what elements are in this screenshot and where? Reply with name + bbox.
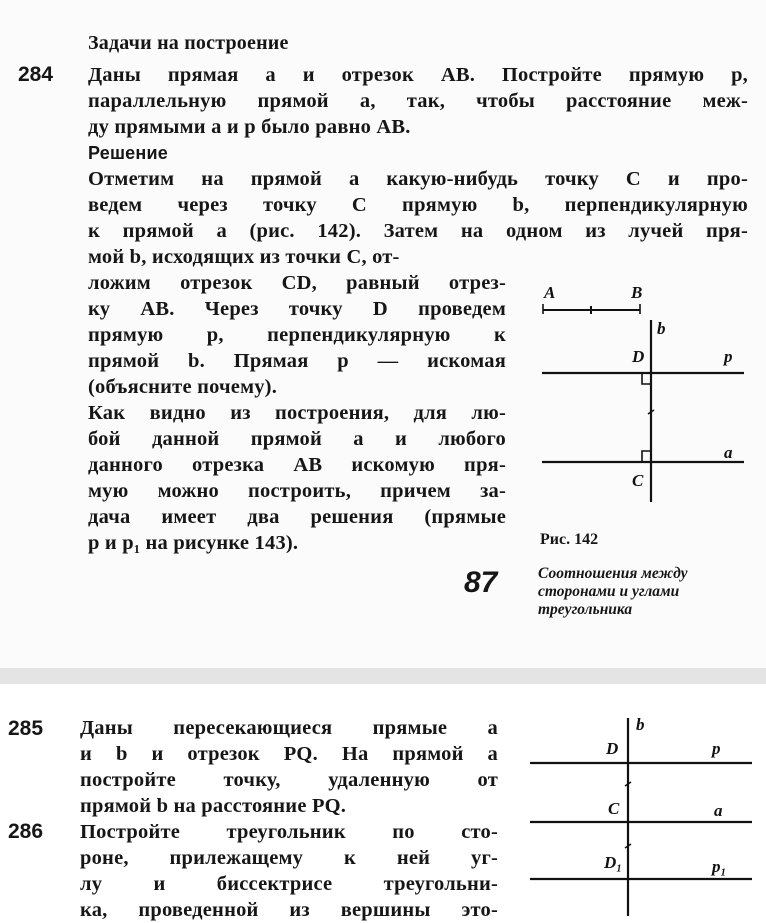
solution-line-2: ведем через точку C прямую b, перпендикулярную bbox=[88, 194, 748, 216]
solution-line-12: данного отрезка AB искомую пря- bbox=[88, 454, 506, 476]
right-angle-D bbox=[642, 373, 651, 384]
problem-284-number: 284 bbox=[18, 63, 54, 86]
solution-line-8: прямой b. Прямая p — искомая bbox=[88, 350, 506, 372]
right-angle-C bbox=[642, 451, 651, 462]
solution-line-15: p и p₁ на рисунке 143). bbox=[88, 532, 299, 554]
figure-142-caption: Рис. 142 bbox=[540, 531, 599, 548]
problem-284-line-2: параллельную прямой a, так, чтобы расстояние меж- bbox=[88, 90, 748, 112]
solution-line-1: Отметим на прямой a какую-нибудь точку C и про- bbox=[88, 168, 748, 190]
label-b: b bbox=[636, 715, 645, 734]
label-A: A bbox=[544, 283, 556, 302]
solution-heading: Решение bbox=[88, 143, 168, 163]
solution-line-11: бой данной прямой a и любого bbox=[88, 428, 506, 450]
problem-285-line-4: прямой b на расстояние PQ. bbox=[80, 795, 347, 817]
problem-285-number: 285 bbox=[8, 717, 44, 740]
solution-line-7: прямую p, перпендикулярную к bbox=[88, 324, 506, 346]
running-section-line-1: Соотношения между bbox=[538, 565, 688, 582]
page-number: 87 bbox=[464, 566, 498, 599]
running-section-line-3: треугольника bbox=[538, 601, 633, 618]
solution-line-4: мой b, исходящих из точки C, от- bbox=[88, 246, 400, 268]
problem-284-line-3: ду прямыми a и p было равно AB. bbox=[88, 116, 411, 138]
label-a: a bbox=[714, 801, 723, 820]
figure-143 bbox=[520, 714, 766, 918]
problem-286-line-3: лу и биссектрисе треугольни- bbox=[80, 873, 498, 895]
problem-286-line-1: Постройте треугольник по сто- bbox=[80, 821, 498, 843]
section-title: Задачи на построение bbox=[88, 32, 289, 54]
problem-285-line-3: постройте точку, удаленную от bbox=[80, 769, 498, 791]
solution-line-5: ложим отрезок CD, равный отрез- bbox=[88, 272, 506, 294]
page-separator bbox=[0, 668, 766, 684]
label-D: D bbox=[606, 739, 619, 758]
solution-line-9: (объясните почему). bbox=[88, 376, 278, 398]
figure-142 bbox=[530, 276, 766, 506]
label-p: p bbox=[724, 347, 733, 366]
label-C: C bbox=[632, 471, 644, 490]
solution-line-14: дача имеет два решения (прямые bbox=[88, 506, 506, 528]
solution-line-3: к прямой a (рис. 142). Затем на одном из лучей пря- bbox=[88, 220, 748, 242]
solution-line-10: Как видно из построения, для лю- bbox=[88, 402, 506, 424]
label-b: b bbox=[657, 319, 666, 338]
label-a: a bbox=[724, 443, 733, 462]
label-D1: D₁ bbox=[604, 853, 623, 872]
solution-line-6: ку AB. Через точку D проведем bbox=[88, 298, 506, 320]
problem-284-line-1: Даны прямая a и отрезок AB. Постройте прямую p, bbox=[88, 64, 748, 86]
problem-285-line-2: и b и отрезок PQ. На прямой a bbox=[80, 743, 498, 765]
label-C: C bbox=[608, 799, 620, 818]
label-p1: p₁ bbox=[712, 857, 727, 876]
label-D: D bbox=[632, 347, 645, 366]
solution-line-13: мую можно построить, причем за- bbox=[88, 480, 506, 502]
problem-285-line-1: Даны пересекающиеся прямые a bbox=[80, 717, 498, 739]
problem-286-line-4: ка, проведенной из вершины это- bbox=[80, 899, 498, 921]
problem-286-number: 286 bbox=[8, 820, 44, 843]
label-B: B bbox=[631, 283, 643, 302]
problem-286-line-2: роне, прилежащему к ней уг- bbox=[80, 847, 498, 869]
label-p: p bbox=[712, 739, 721, 758]
running-section-line-2: сторонами и углами bbox=[538, 583, 680, 600]
